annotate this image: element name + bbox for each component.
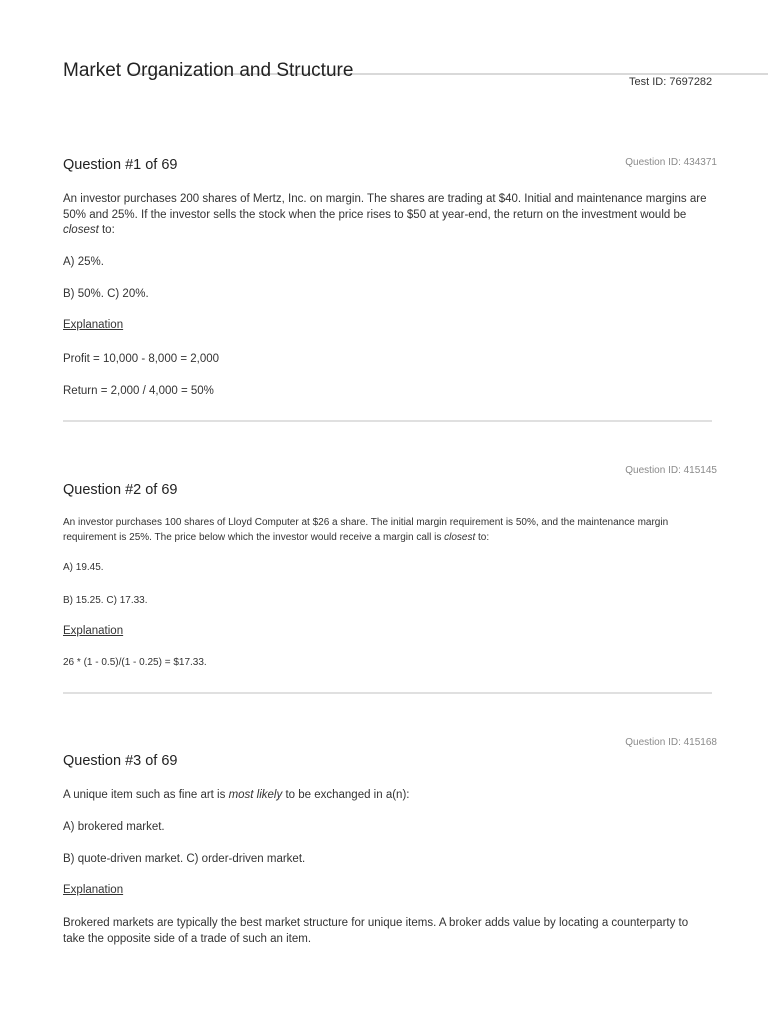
explanation-link[interactable]: Explanation (63, 625, 124, 637)
question-separator (63, 420, 712, 422)
stem-text: An investor purchases 200 shares of Mertz, Inc. on margin. The shares are trading at $40. Initial and maintenance margins are 50% and 25%. If the investor sells the stock when the price rises to $50 at year-end, the return on the investment would be (63, 193, 707, 221)
explanation-line: 26 * (1 - 0.5)/(1 - 0.25) = $17.33. (63, 657, 207, 668)
answer-option-a: A) 25%. (63, 256, 104, 268)
stem-text: A unique item such as fine art is (63, 789, 229, 801)
answer-options-b-c: B) 50%. C) 20%. (63, 288, 149, 300)
question-title: Question #3 of 69 (63, 753, 178, 769)
question-id: Question ID: 415145 (625, 465, 717, 476)
stem-text: An investor purchases 100 shares of Lloyd Computer at $26 a share. The initial margin requirement is 50%, and the maintenance margin requirement is 25%. The price below which the investor would receive a margin call is (63, 517, 669, 543)
answer-option-a: A) brokered market. (63, 821, 165, 833)
stem-emphasis: closest (63, 224, 99, 236)
explanation-link[interactable]: Explanation (63, 319, 124, 331)
stem-text-end: to: (98, 224, 115, 236)
stem-text-end: to be exchanged in a(n): (282, 789, 410, 801)
question-id: Question ID: 434371 (625, 157, 717, 168)
answer-options-b-c: B) 15.25. C) 17.33. (63, 595, 148, 606)
explanation-line: Brokered markets are typically the best market structure for unique items. A broker adds value by locating a counterparty to take the opposite side of a trade of such an item. (63, 917, 689, 945)
question-stem (63, 516, 719, 545)
stem-text-end: to: (475, 531, 490, 543)
question-title: Question #2 of 69 (63, 482, 178, 498)
question-stem (63, 788, 719, 804)
question-stem (63, 192, 719, 239)
stem-emphasis: most likely (228, 789, 283, 801)
question-title: Question #1 of 69 (63, 157, 178, 173)
answer-options-b-c: B) quote-driven market. C) order-driven market. (63, 853, 306, 865)
test-id: Test ID: 7697282 (629, 76, 713, 88)
explanation-line: Return = 2,000 / 4,000 = 50% (63, 385, 214, 397)
stem-emphasis: closest (444, 531, 476, 543)
answer-option-a: A) 19.45. (63, 562, 104, 573)
document-title: Market Organization and Structure (63, 60, 354, 81)
explanation-link[interactable]: Explanation (63, 884, 124, 896)
question-separator (63, 692, 712, 694)
explanation-line: Profit = 10,000 - 8,000 = 2,000 (63, 353, 220, 365)
question-id: Question ID: 415168 (625, 737, 717, 748)
